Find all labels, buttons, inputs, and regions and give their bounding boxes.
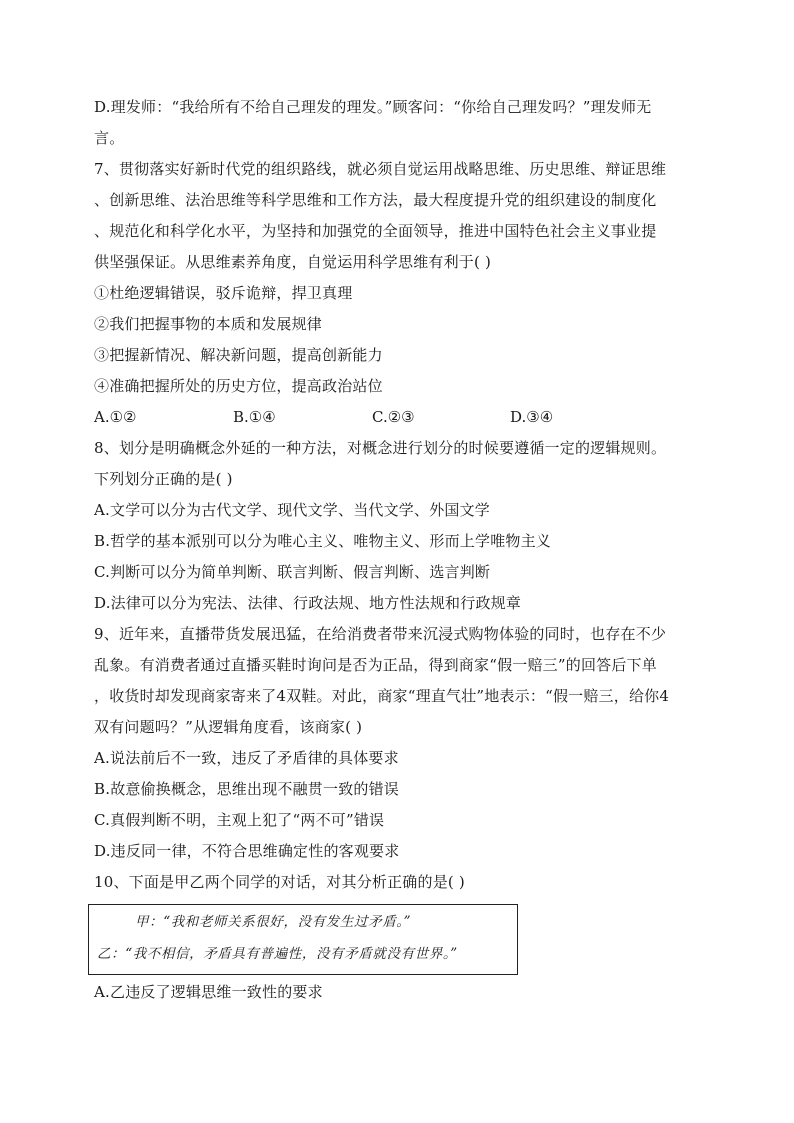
q7-stem-line3: 、规范化和科学化水平，为坚持和加强党的全面领导，推进中国特色社会主义事业提 [94,222,657,240]
q7-statement-1: ①杜绝逻辑错误，驳斥诡辩，捍卫真理 [94,284,353,302]
q9-option-a: A.说法前后不一致，违反了矛盾律的具体要求 [94,749,399,767]
q7-stem-line1: 7、贯彻落实好新时代党的组织路线，就必须自觉运用战略思维、历史思维、辩证思维 [94,160,667,178]
q8-option-d: D.法律可以分为宪法、法律、行政法规、地方性法规和行政规章 [94,594,522,612]
q7-option-a: A.①② [94,408,137,426]
q9-option-b: B.故意偷换概念，思维出现不融贯一致的错误 [94,780,399,798]
q6-option-d-line2: 言。 [94,129,125,147]
q9-option-d: D.违反同一律，不符合思维确定性的客观要求 [94,842,400,860]
q8-option-b: B.哲学的基本派别可以分为唯心主义、唯物主义、形而上学唯物主义 [94,532,551,550]
q10-stem: 10、下面是甲乙两个同学的对话，对其分析正确的是( ) [94,873,465,891]
q7-statement-3: ③把握新情况、解决新问题，提高创新能力 [94,346,383,364]
q8-option-c: C.判断可以分为简单判断、联言判断、假言判断、选言判断 [94,563,491,581]
dialogue-line-jia: 甲：“我和老师关系很好，没有发生过矛盾。” [135,914,412,930]
dialogue-box [88,904,518,975]
q7-option-c: C.②③ [372,408,415,426]
q10-option-a: A.乙违反了逻辑思维一致性的要求 [94,983,323,1001]
q7-stem-line4: 供坚强保证。从思维素养角度，自觉运用科学思维有利于( ) [94,253,492,271]
q9-stem-line4: 双有问题吗？”从逻辑角度看，该商家( ) [94,718,363,736]
q8-stem-line2: 下列划分正确的是( ) [94,470,233,488]
q7-option-b: B.①④ [233,408,276,426]
q7-statement-4: ④准确把握所处的历史方位，提高政治站位 [94,377,383,395]
q9-option-c: C.真假判断不明，主观上犯了“两不可”错误 [94,811,385,829]
q9-stem-line3: ，收货时却发现商家寄来了4双鞋。对此，商家“理直气壮”地表示：“假一赔三，给你4 [94,687,670,705]
q7-statement-2: ②我们把握事物的本质和发展规律 [94,315,323,333]
q7-option-d: D.③④ [510,408,554,426]
q9-stem-line1: 9、近年来，直播带货发展迅猛，在给消费者带来沉浸式购物体验的同时，也存在不少 [94,625,667,643]
dialogue-line-yi: 乙：“我不相信，矛盾具有普遍性，没有矛盾就没有世界。” [97,946,458,962]
q7-stem-line2: 、创新思维、法治思维等科学思维和工作方法，最大程度提升党的组织建设的制度化 [94,191,657,209]
q8-option-a: A.文学可以分为古代文学、现代文学、当代文学、外国文学 [94,501,491,519]
q9-stem-line2: 乱象。有消费者通过直播买鞋时询问是否为正品，得到商家“假一赔三”的回答后下单 [94,656,657,674]
q8-stem-line1: 8、划分是明确概念外延的一种方法，对概念进行划分的时候要遵循一定的逻辑规则。 [94,439,667,457]
q6-option-d-line1: D.理发师：“我给所有不给自己理发的理发。”顾客问：“你给自己理发吗？”理发师无 [94,98,652,116]
